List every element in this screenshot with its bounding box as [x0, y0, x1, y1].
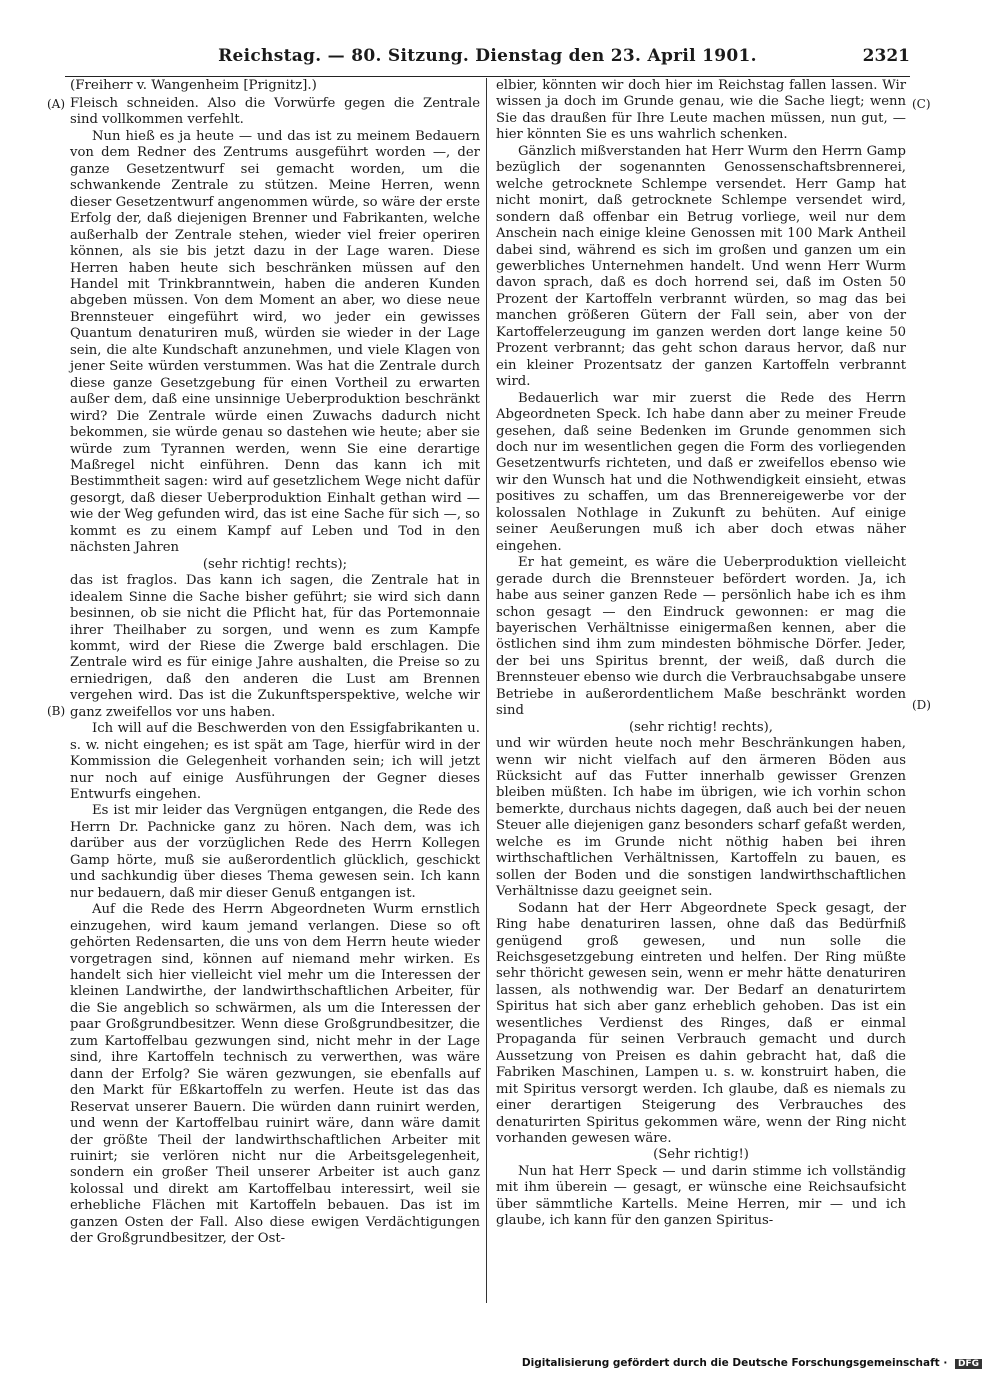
paragraph: (Sehr richtig!)	[653, 1147, 749, 1163]
paragraph: Nun hat Herr Speck — und darin stimme ich vollständig mit ihm überein — gesagt, er wünsche eine Reichsaufsicht über sämmtliche Kartells. Meine Herren, mir — und ich glaube, ich kann für den ganzen Spiritus-	[496, 1163, 906, 1229]
page-number: 2321	[862, 46, 910, 66]
margin-marker-b: (B)	[47, 704, 66, 718]
paragraph: Sodann hat der Herr Abgeordnete Speck gesagt, der Ring habe denaturiren lassen, ohne daß das Bedürfniß genügend groß gewesen, und nun solle die Reichsgesetzgebung eintreten und helfen. Der Ring müßte sehr thöricht gewesen sein, wenn er mehr hätte denaturiren lassen, als nothwendig war. Der Bedarf an denaturirtem Spiritus hat sich aber ganz erheblich gehoben. Das ist ein wesentliches Verdienst des Ringes, daß er einmal Propaganda für seinen Verbrauch gemacht und durch Aussetzung von Preisen es dahin gebracht hat, daß die Fabriken Maschinen, Lampen u. s. w. konstruirt haben, die mit Spiritus versorgt werden. Ich glaube, daß es niemals zu einer derartigen Steigerung des Verbrauches des denaturirten Spiritus gekommen wäre, wenn der Ring nicht vorhanden gewesen wäre.	[496, 900, 906, 1146]
paragraph: Bedauerlich war mir zuerst die Rede des Herrn Abgeordneten Speck. Ich habe dann aber zu meiner Freude gesehen, daß seine Bedenken im Grunde genommen sich doch nur im wesentlichen gegen die Form des vorliegenden Gesetzentwurfs richteten, und daß er zweifellos ebenso wie wir den Wunsch hat und die Nothwendigkeit einsieht, etwas positives zu schaffen, um das Brennereigewerbe vor der kolossalen Nothlage in Zukunft zu behüten. Auf einige seiner Aeußerungen muß ich aber doch etwas näher eingehen.	[496, 390, 906, 554]
paragraph: (sehr richtig! rechts);	[202, 556, 348, 572]
column-divider	[486, 78, 487, 1303]
speaker-line: (Freiherr v. Wangenheim [Prignitz].)	[70, 78, 317, 93]
margin-marker-a: (A)	[47, 97, 66, 111]
right-column	[496, 78, 906, 1230]
paragraph: Auf die Rede des Herrn Abgeordneten Wurm ernstlich einzugehen, wird kaum jemand verlangen. Diese so oft gehörten Redensarten, die uns von dem Herrn heute wieder vorgetragen sind, können auf niemand mehr wirken. Es handelt sich hier vielleicht viel mehr um die Interessen der kleinen Landwirthe, der landwirthschaftlichen Arbeiter, für die Sie angeblich so schwärmen, als um die Interessen der paar Großgrundbesitzer. Wenn diese Großgrundbesitzer, die zum Kartoffelbau gezwungen sind, nicht mehr in der Lage sind, ihre Kartoffeln technisch zu verwerthen, was wäre dann der Erfolg? Sie wären gezwungen, sie ebenfalls auf den Markt für Eßkartoffeln zu werfen. Heute ist das das Reservat unserer Bauern. Die würden dann ruinirt werden, und wenn der Kartoffelbau ruinirt wäre, dann wäre damit der größte Theil der landwirthschaftlichen Arbeiter mit ruinirt; sie verlören nicht nur die Arbeitsgelegenheit, sondern ein großer Theil unserer Arbeiter ist auch ganz kolossal und direkt am Kartoffelbau interessirt, weil sie erhebliche Flächen mit Kartoffeln bebauen. Das ist im ganzen Osten der Fall. Also diese ewigen Verdächtigungen der Großgrundbesitzer, der Ost-	[70, 902, 480, 1247]
margin-marker-c: (C)	[912, 97, 931, 111]
dfg-logo: DFG	[955, 1359, 982, 1369]
paragraph: (sehr richtig! rechts),	[629, 719, 773, 735]
paragraph: Es ist mir leider das Vergnügen entgangen, die Rede des Herrn Dr. Pachnicke ganz zu hören. Nach dem, was ich darüber aus der vorzüglichen Rede des Herrn Kollegen Gamp hörte, muß sie außerordentlich glücklich, geschickt und sachkundig über dieses Thema gewesen sein. Ich kann nur bedauern, daß mir dieser Genuß entgangen ist.	[70, 803, 480, 901]
margin-marker-d: (D)	[912, 698, 931, 712]
running-header	[65, 46, 910, 77]
header-title: Reichstag. — 80. Sitzung. Dienstag den 23. April 1901.	[218, 46, 757, 66]
paragraph: elbier, könnten wir doch hier im Reichstag fallen lassen. Wir wissen ja doch im Grunde genau, wie die Sache liegt; wenn Sie das draußen für Ihre Leute machen müssen, nun gut, — hier könnten Sie es uns wahrlich schenken.	[496, 78, 906, 143]
paragraph: Fleisch schneiden. Also die Vorwürfe gegen die Zentrale sind vollkommen verfehlt.	[70, 96, 480, 128]
paragraph: und wir würden heute noch mehr Beschränkungen haben, wenn wir nicht vielfach auf den ärmeren Böden aus Rücksicht auf das Futter innerhalb gewisser Grenzen bleiben müßten. Ich habe im übrigen, wie ich vorhin schon bemerkte, durchaus nichts dagegen, daß auch bei der neuen Steuer alle diejenigen ganz besonders scharf gefaßt werden, welche es im Grunde nicht nöthig haben bei ihren wirthschaftlichen Verhältnissen, Kartoffeln zu bauen, es sollen der Boden und die sonstigen landwirthschaftlichen Verhältnisse dazu geeignet sein.	[496, 736, 906, 900]
footer-credit	[522, 1357, 982, 1369]
footer-text: Digitalisierung gefördert durch die Deutsche Forschungsgemeinschaft ·	[521, 1357, 948, 1369]
paragraph: das ist fraglos. Das kann ich sagen, die Zentrale hat in idealem Sinne die Sache bisher geführt; sie wird sich dann besinnen, ob sie nicht die Pflicht hat, für das Portemonnaie ihrer Theilhaber zu sorgen, und wenn es zum Kampfe kommt, wird der Riese die Zwerge bald erschlagen. Die Zentrale wird es für einige Jahre aushalten, die Preise so zu erniedrigen, daß den anderen die Lust am Brennen vergehen wird. Das ist die Zukunftsperspektive, welche wir ganz zweifellos vor uns haben.	[70, 573, 480, 720]
paragraph: Nun hieß es ja heute — und das ist zu meinem Bedauern von dem Redner des Zentrums ausgeführt worden —, der ganze Gesetzentwurf sei gemacht worden, um die schwankende Zentrale zu stützen. Meine Herren, wenn dieser Gesetzentwurf angenommen würde, so wäre der erste Erfolg der, daß diejenigen Brenner und Fabrikanten, welche außerhalb der Zentrale stehen, wieder viel freier operiren können, als sie bis jetzt dazu in der Lage waren. Diese Herren haben heute sich beschränken müssen auf den Handel mit Trinkbranntwein, haben die anderen Kunden abgeben müssen. Von dem Moment an aber, wo diese neue Brennsteuer eingeführt wird, wo jeder ein gewisses Quantum denaturiren muß, würden sie wieder in der Lage sein, die alte Kundschaft anzunehmen, und viele Klagen von jener Seite würden verstummen. Was hat die Zentrale durch diese ganze Gesetzgebung für einen Vortheil zu erwarten außer dem, daß eine unsinnige Ueberproduktion beschränkt wird? Die Zentrale würde einen Zuwachs dadurch nicht bekommen, sie würde genau so dastehen wie heute; aber sie würde zum Tyrannen werden, wenn Sie eine derartige Maßregel nicht einführen. Denn das kann ich mit Bestimmtheit sagen: wird auf gesetzlichem Wege nicht dafür gesorgt, daß dieser Ueberproduktion Einhalt gethan wird — wie der Weg gefunden wird, das ist eine Sache für sich —, so kommt es zu einem Kampf auf Leben und Tod in den nächsten Jahren	[70, 128, 480, 556]
paragraph: Gänzlich mißverstanden hat Herr Wurm den Herrn Gamp bezüglich der sogenannten Genossenschaftsbrennerei, welche getrocknete Schlempe versendet. Herr Gamp hat nicht monirt, daß getrocknete Schlempe versendet wird, sondern daß offenbar ein Betrug vorliege, weil nur dem Anschein nach einige kleine Genossen mit 100 Mark Antheil dabei sind, während es sich im großen und ganzen um ein gewerbliches Unternehmen handelt. Und wenn Herr Wurm davon sprach, daß es doch horrend sei, daß im Osten 50 Prozent der Kartoffeln verbrannt würden, so mag das bei manchen größeren Gütern der Fall sein, aber von der Kartoffelerzeugung im ganzen werden dort lange keine 50 Prozent verbrannt; das geht schon daraus hervor, daß nur ein kleiner Prozentsatz der ganzen Kartoffeln verbrannt wird.	[496, 143, 906, 390]
paragraph: Ich will auf die Beschwerden von den Essigfabrikanten u. s. w. nicht eingehen; es ist spät am Tage, hierfür wird in der Kommission die Gelegenheit vorhanden sein; ich will jetzt nur noch auf einige Ausführungen der Gegner dieses Entwurfs eingehen.	[70, 721, 480, 803]
paragraph: Er hat gemeint, es wäre die Ueberproduktion vielleicht gerade durch die Brennsteuer befördert worden. Ja, ich habe aus seiner ganzen Rede — persönlich habe ich es ihm schon gesagt — den Eindruck gewonnen: er mag die bayerischen Verhältnisse einigermaßen kennen, aber die östlichen sind ihm zum mindesten böhmische Dörfer. Jeder, der bei uns Spiritus brennt, der weiß, daß durch die Brennsteuer ebenso wie durch die Verbrauchsabgabe unsere Betriebe in außerordentlichem Maße beschränkt worden sind	[496, 555, 906, 719]
left-column	[70, 96, 480, 1248]
